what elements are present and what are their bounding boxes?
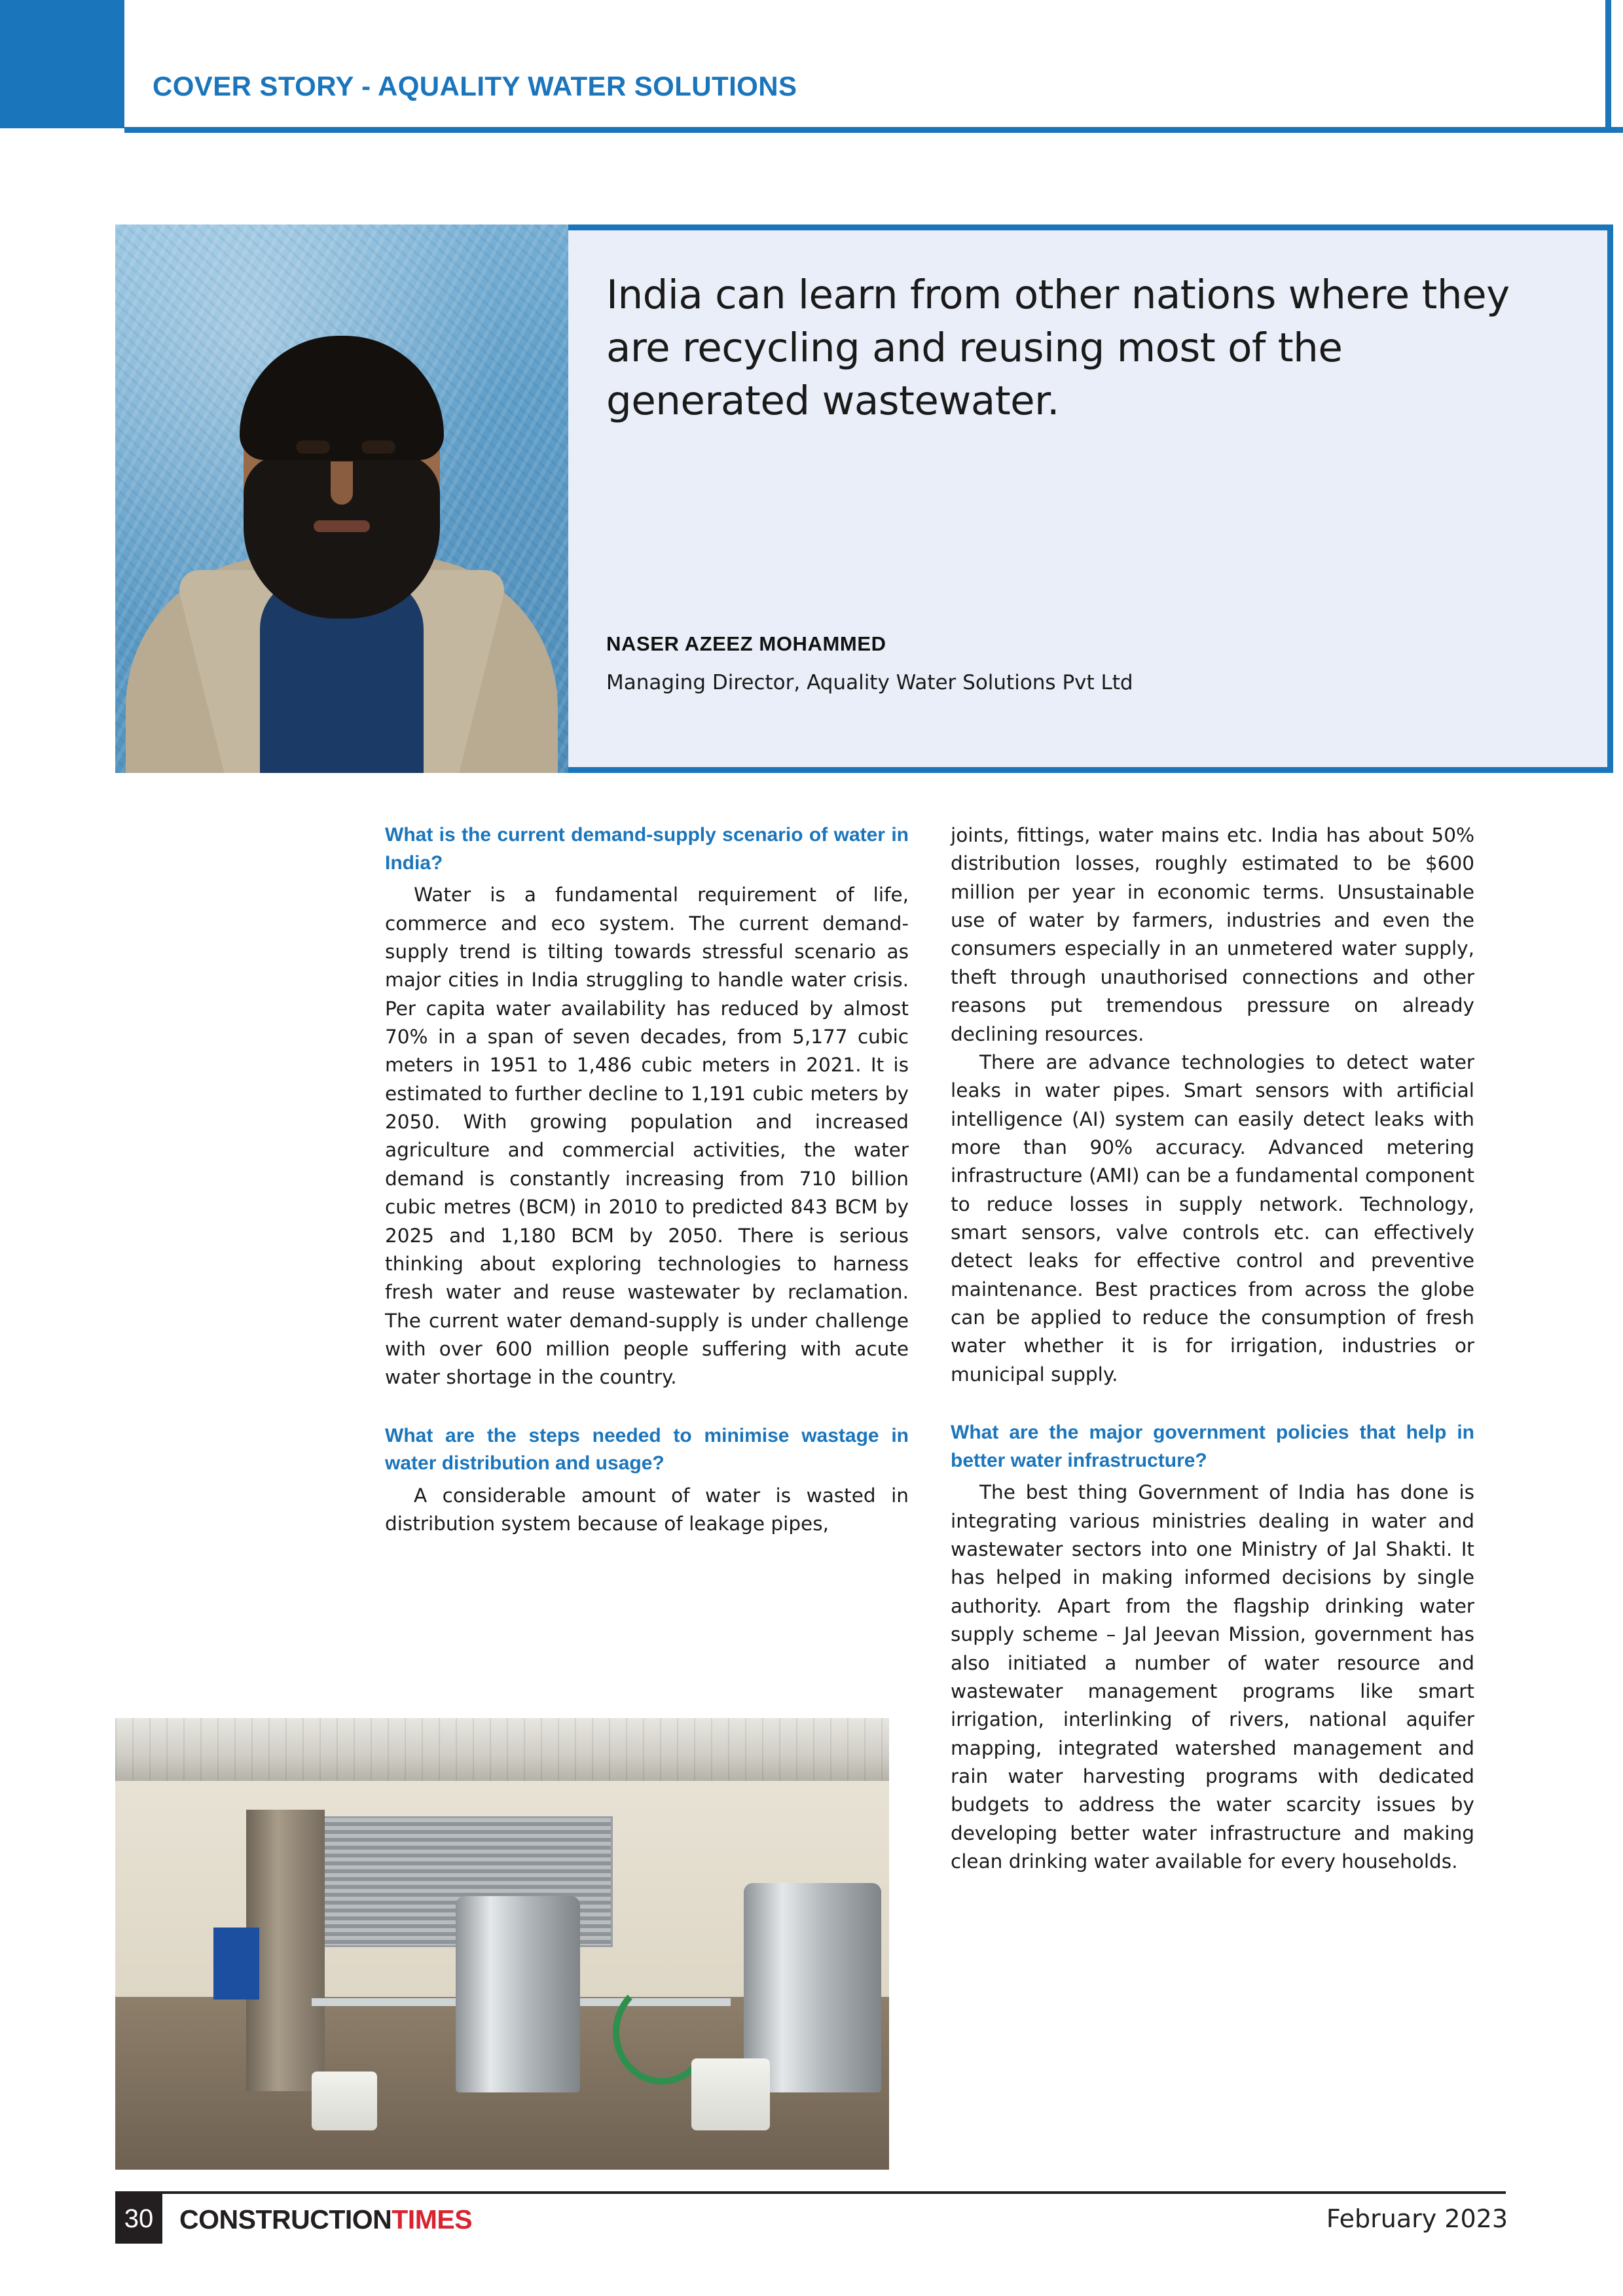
answer-3: The best thing Government of India has done is integrating various ministries dealing in water and wastewater sectors into one Ministry of Jal Shakti. It has helped in making informed decisions by single authority. Apart from the flagship drinking water supply scheme – Jal Jeevan Mission, government has also initiated a number of water resource and wastewater management programs like smart irrigation, interlinking of rivers, national aquifer mapping, integrated watershed management and rain water harvesting programs with dedicated budgets to address the water scarcity issues by developing better water infrastructure and making clean drinking water available for every households. <box>951 1481 1474 1873</box>
hero-right-rule <box>1607 224 1613 773</box>
portrait-eye-right <box>361 440 395 454</box>
answer-2-continued: joints, fittings, water mains etc. India has about 50% distribution losses, roughly estimated to be $600 million per year in economic terms. Unsustainable use of water by farmers, industries and even the consumers especially in an unmetered water supply, theft through unauthorised connections and other reasons put tremendous pressure on already declining resources. <box>951 824 1474 1045</box>
answer-2-part1: A considerable amount of water is wasted in distribution system because of leakage pipes, <box>385 1484 909 1535</box>
person-name: NASER AZEEZ MOHAMMED <box>606 632 886 655</box>
portrait-mouth <box>314 520 370 532</box>
header-accent-block <box>0 0 124 128</box>
portrait-eye-left <box>296 440 330 454</box>
quote-panel <box>568 230 1607 767</box>
water-treatment-plant-photo <box>115 1718 889 2170</box>
logo-word-times: TIMES <box>392 2204 473 2234</box>
plant-control-panel <box>213 1928 259 2000</box>
paragraph-spacer-2 <box>951 1389 1474 1419</box>
paragraph-spacer <box>385 1392 909 1422</box>
plant-roof <box>115 1718 889 1781</box>
portrait-photo <box>115 224 568 773</box>
article-column-left <box>385 821 909 1539</box>
answer-1: Water is a fundamental requirement of life, commerce and eco system. The current demand-supply trend is tilting towards stressful scenario as major cities in India struggling to handle water crisis. Per capita water availability has reduced by almost 70% in a span of seven decades, from 5,177 cubic meters in 1951 to 1,486 cubic meters in 2021. It is estimated to further decline to 1,191 cubic meters by 2050. With growing population and increased agriculture and commercial activities, the water demand is constantly increasing from 710 billion cubic metres (BCM) in 2010 to predicted 843 BCM by 2025 and 1,180 BCM by 2050. There is serious thinking about exploring technologies to harness fresh water and reuse wastewater by reclamation. The current water demand-supply is under challenge with over 600 million people suffering with acute water shortage in the country. <box>385 884 909 1389</box>
article-column-right <box>951 821 1474 1876</box>
logo-word-construction: CONSTRUCTION <box>179 2204 392 2234</box>
portrait-nose <box>331 461 353 505</box>
issue-date: February 2023 <box>1326 2204 1508 2233</box>
header-rule <box>124 127 1623 133</box>
page-title: COVER STORY - AQUALITY WATER SOLUTIONS <box>153 71 797 101</box>
page-number: 30 <box>115 2194 162 2244</box>
footer-rule <box>115 2191 1506 2194</box>
question-3: What are the major government policies that help in better water infrastructure? <box>951 1422 1474 1471</box>
question-2: What are the steps needed to minimise wastage in water distribution and usage? <box>385 1424 909 1475</box>
plant-filter-tank-1 <box>456 1896 580 2092</box>
question-1: What is the current demand-supply scenario of water in India? <box>385 824 909 874</box>
person-role: Managing Director, Aquality Water Solutions Pvt Ltd <box>606 671 1133 694</box>
portrait-brow-left <box>292 423 333 433</box>
hero-top-rule <box>568 224 1613 230</box>
magazine-logo <box>179 2204 472 2235</box>
hero-quote-block <box>115 224 1613 773</box>
portrait-brow-right <box>359 423 399 433</box>
answer-2-part3: There are advance technologies to detect water leaks in water pipes. Smart sensors with artificial intelligence (AI) system can easily detect leaks with more than 90% accuracy. Advanced metering infrastructure (AMI) can be a fundamental component to reduce losses in supply network. Technology, smart sensors, valve controls etc. can effectively detect leaks for effective control and preventive maintenance. Best practices from across the globe can be applied to reduce the consumption of fresh water whether it is for irrigation, industries or municipal supply. <box>951 1050 1474 1386</box>
plant-drum-1 <box>312 2072 377 2130</box>
pull-quote: India can learn from other nations where they are recycling and reusing most of the generated wastewater. <box>606 272 1510 425</box>
header-right-rule <box>1605 0 1611 128</box>
plant-drum-2 <box>691 2058 770 2130</box>
